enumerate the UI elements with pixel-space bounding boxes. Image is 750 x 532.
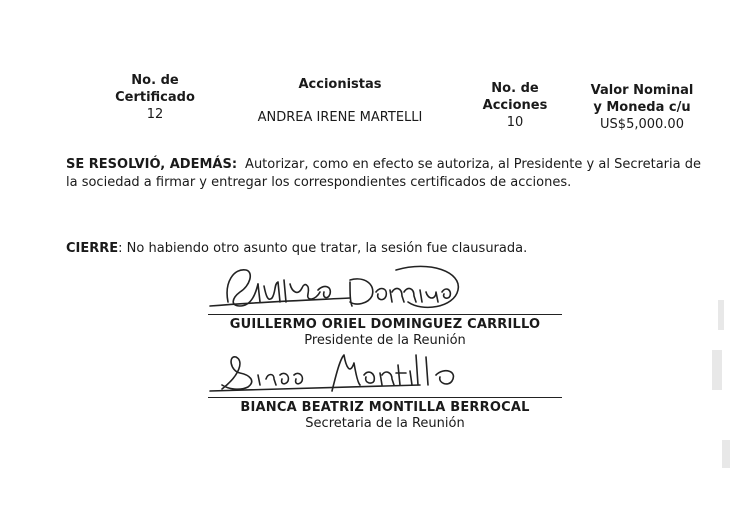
shareholders-header: Accionistas (298, 77, 382, 92)
certificate-header-line-1: No. de (131, 73, 179, 88)
nominal-header-line-2: y Moneda c/u (593, 100, 691, 115)
president-signature-line (208, 314, 562, 315)
resolution-lead: SE RESOLVIÓ, ADEMÁS: (66, 157, 238, 172)
closing-lead: CIERRE (66, 241, 119, 256)
president-role: Presidente de la Reunión (304, 333, 466, 348)
quantity-header-line-2: Acciones (482, 98, 548, 113)
shareholder-name: ANDREA IRENE MARTELLI (257, 110, 423, 125)
secretary-signature-scribble (200, 345, 570, 397)
scan-artifact (712, 350, 722, 390)
secretary-role: Secretaria de la Reunión (305, 416, 465, 431)
nominal-value-column (574, 82, 710, 133)
nominal-value: US$5,000.00 (600, 117, 684, 132)
resolution-text: Autorizar, como en efecto se autoriza, al Presidente y al Secretaria de la sociedad a firmar y entregar los correspondientes certificados de acciones. (66, 157, 701, 190)
scan-artifact (722, 440, 730, 468)
closing-paragraph (66, 240, 701, 258)
secretary-name: BIANCA BEATRIZ MONTILLA BERROCAL (240, 400, 530, 415)
resolution-paragraph (66, 156, 701, 192)
certificate-header-line-2: Certificado (115, 90, 195, 105)
nominal-header-line-1: Valor Nominal (590, 83, 694, 98)
president-signature-block (200, 262, 570, 349)
certificate-column (100, 72, 210, 123)
president-signature-scribble (200, 262, 570, 314)
share-quantity: 10 (506, 115, 524, 130)
president-name: GUILLERMO ORIEL DOMINGUEZ CARRILLO (229, 317, 541, 332)
secretary-signature-line (208, 397, 562, 398)
certificate-number: 12 (146, 107, 164, 122)
scan-artifact (718, 300, 724, 330)
quantity-header-line-1: No. de (491, 81, 539, 96)
shareholders-column (240, 76, 440, 126)
secretary-signature-block (200, 345, 570, 432)
closing-text: : No habiendo otro asunto que tratar, la sesión fue clausurada. (118, 241, 528, 256)
quantity-column (470, 80, 560, 131)
